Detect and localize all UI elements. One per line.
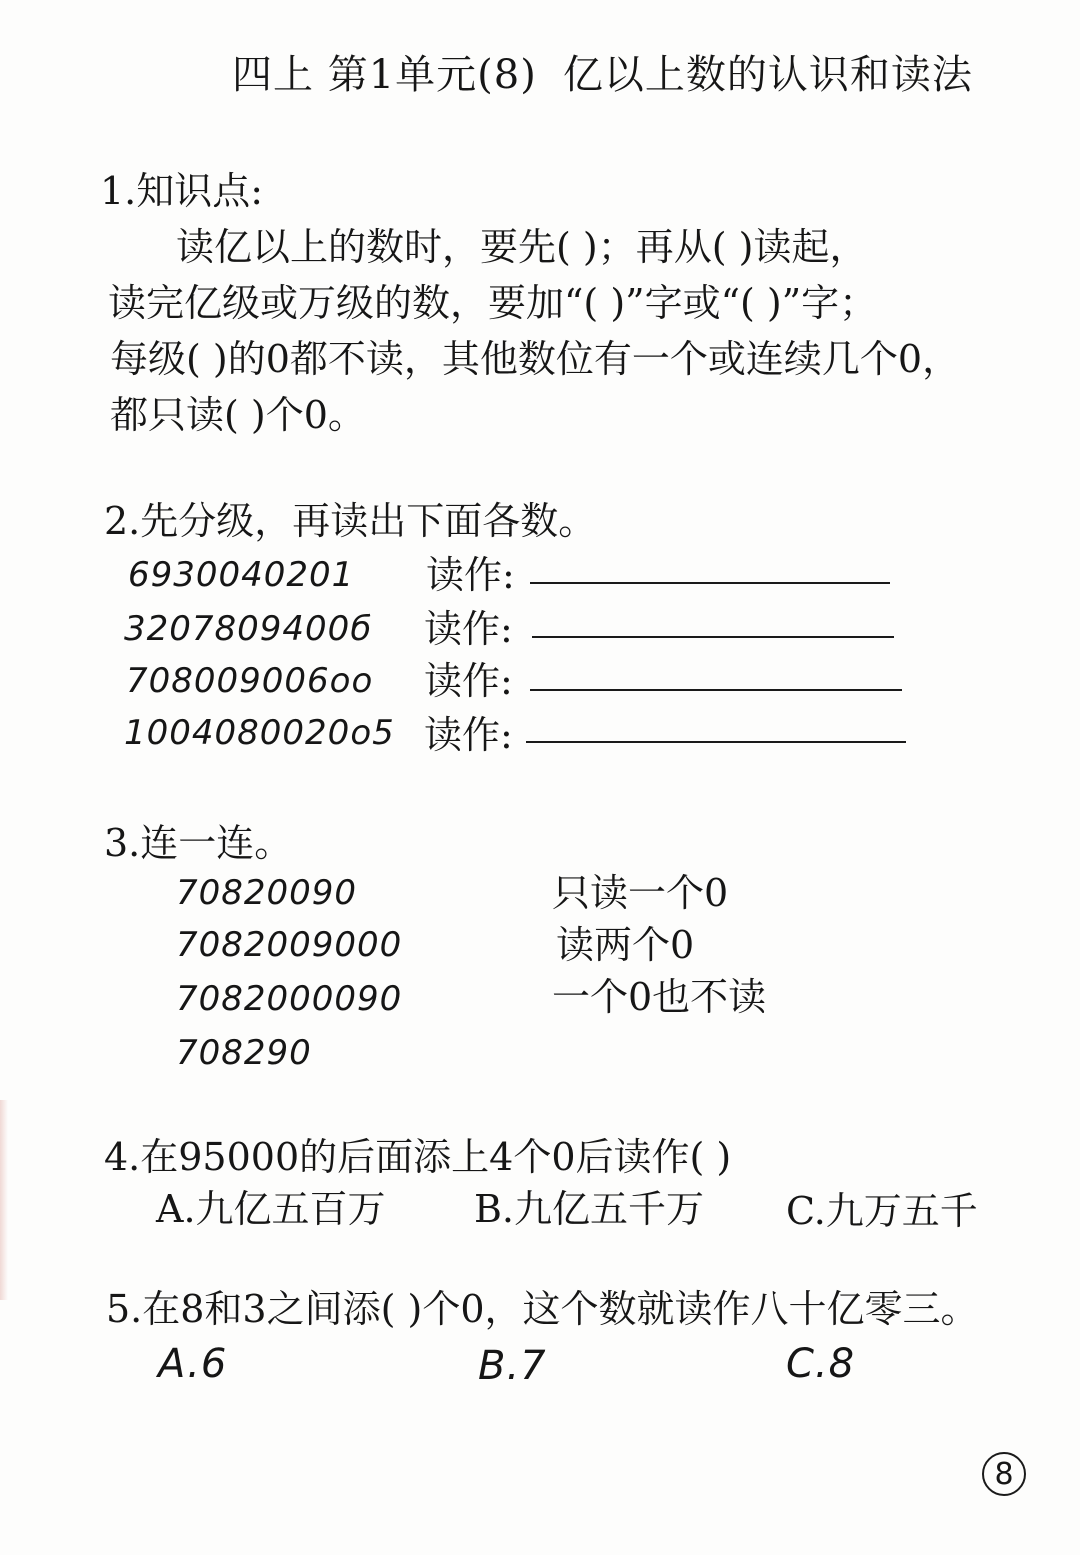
title-topic: 亿以上数的认识和读法 (562, 52, 973, 98)
q4-option-c[interactable]: C.九万五千 (786, 1189, 978, 1233)
page-number-badge (982, 1452, 1026, 1496)
q2-number-3: 708009006оо (126, 661, 374, 701)
q2-read-label-1: 读作: (426, 553, 515, 597)
q3-left-item-2[interactable]: 7082009000 (176, 925, 403, 965)
q2-number-2: 3207809400б (124, 609, 373, 649)
q3-left-item-3[interactable]: 7082000090 (176, 979, 403, 1019)
q5-option-a[interactable]: A.6 (158, 1341, 228, 1387)
q2-number-4: 1004080020о5 (124, 713, 395, 753)
page-title (232, 52, 973, 98)
q1-line-4: 都只读( )个0。 (110, 393, 366, 437)
q3-heading: 3.连一连。 (104, 821, 293, 865)
q1-line-3: 每级( )的0都不读，其他数位有一个或连续几个0， (110, 337, 961, 381)
page-number: 8 (994, 1456, 1014, 1492)
q4-question: 4.在95000的后面添上4个0后读作( ) (104, 1135, 732, 1179)
q2-answer-line-3[interactable] (530, 689, 902, 691)
q2-number-1: 6930040201 (128, 555, 355, 595)
q3-right-item-2[interactable]: 读两个0 (556, 923, 695, 967)
q2-read-label-4: 读作: (424, 713, 513, 757)
q4-option-b[interactable]: B.九亿五千万 (474, 1187, 705, 1231)
q2-answer-line-2[interactable] (532, 636, 894, 638)
q2-heading: 2.先分级，再读出下面各数。 (104, 499, 597, 543)
q2-answer-line-4[interactable] (526, 741, 906, 743)
q1-line-2: 读完亿级或万级的数，要加“( )”字或“( )”字； (108, 281, 878, 325)
q2-answer-line-1[interactable] (530, 582, 890, 584)
q3-left-item-1[interactable]: 70820090 (176, 873, 358, 913)
q1-line-1: 读亿以上的数时，要先( )；再从( )读起， (176, 225, 868, 269)
q4-option-a[interactable]: A.九亿五百万 (156, 1187, 386, 1231)
q3-right-item-1[interactable]: 只读一个0 (552, 871, 729, 915)
q5-question: 5.在8和3之间添( )个0，这个数就读作八十亿零三。 (106, 1287, 979, 1331)
q5-option-c[interactable]: C.8 (786, 1341, 856, 1387)
page-edge-shadow (0, 1100, 8, 1300)
title-unit: 四上 第1单元(8) (232, 52, 537, 98)
q1-heading: 1.知识点: (100, 169, 264, 213)
q5-option-b[interactable]: B.7 (478, 1343, 547, 1389)
q3-left-item-4[interactable]: 708290 (176, 1033, 312, 1073)
q3-right-item-3[interactable]: 一个0也不读 (552, 975, 767, 1019)
q2-read-label-3: 读作: (424, 659, 513, 703)
q2-read-label-2: 读作: (424, 607, 513, 651)
